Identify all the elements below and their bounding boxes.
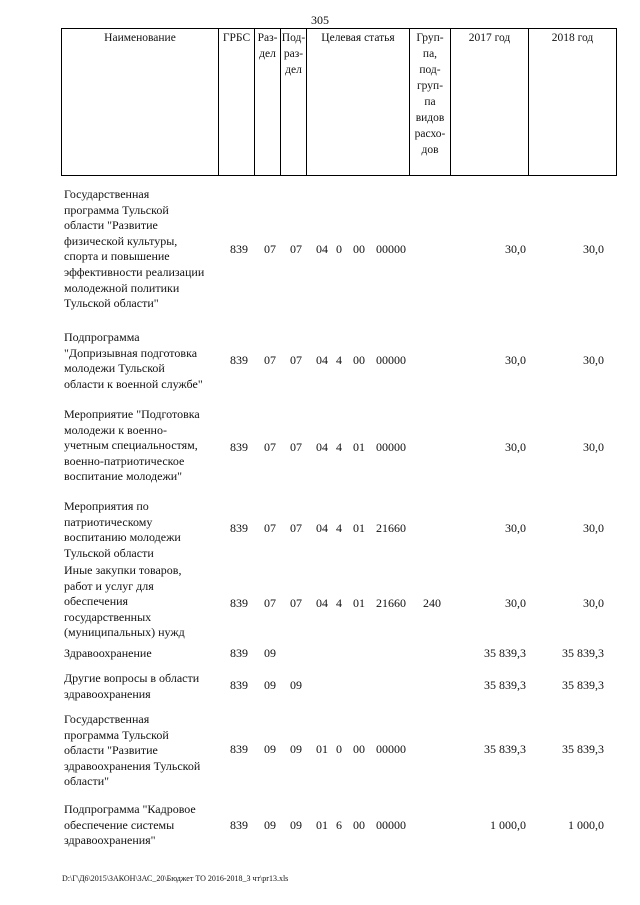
row-target-event: 00 — [353, 818, 365, 832]
row-2018: 30,0 — [583, 242, 604, 256]
row-target-event: 00 — [353, 242, 365, 256]
row-name: Мероприятие "Подготовка молодежи к военно- учетным специальностям, военно-патриотическое воспитание молодежи" — [64, 407, 200, 484]
row-2017: 1 000,0 — [490, 818, 526, 832]
row-name: Государственная программа Тульской области "Развитие здравоохранения Тульской области" — [64, 712, 201, 789]
row-grbs: 839 — [230, 818, 248, 832]
row-grbs: 839 — [230, 521, 248, 535]
row-podrazdel: 09 — [290, 742, 302, 756]
row-target-subprogram: 0 — [336, 242, 342, 256]
row-2017: 35 839,3 — [484, 742, 526, 756]
row-grbs: 839 — [230, 242, 248, 256]
row-target-subprogram: 0 — [336, 742, 342, 756]
table-header — [61, 28, 617, 176]
row-target-program: 01 — [316, 742, 328, 756]
row-2017: 35 839,3 — [484, 678, 526, 692]
row-target-subprogram: 4 — [336, 353, 342, 367]
row-target-program: 04 — [316, 440, 328, 454]
row-target-subprogram: 6 — [336, 818, 342, 832]
row-podrazdel: 07 — [290, 353, 302, 367]
row-2018: 30,0 — [583, 596, 604, 610]
row-razdel: 09 — [264, 742, 276, 756]
row-2017: 35 839,3 — [484, 646, 526, 660]
row-2018: 30,0 — [583, 353, 604, 367]
header-2018: 2018 год — [551, 32, 594, 44]
row-grbs: 839 — [230, 596, 248, 610]
row-2018: 30,0 — [583, 521, 604, 535]
row-target-direction: 21660 — [376, 521, 406, 535]
row-target-direction: 00000 — [376, 818, 406, 832]
row-2018: 35 839,3 — [562, 678, 604, 692]
header-podrazdel: Под- раз- дел — [281, 29, 307, 175]
row-target-subprogram: 4 — [336, 521, 342, 535]
row-grbs: 839 — [230, 646, 248, 660]
row-podrazdel: 09 — [290, 818, 302, 832]
row-podrazdel: 07 — [290, 596, 302, 610]
row-target-direction: 00000 — [376, 440, 406, 454]
row-name: Подпрограмма "Кадровое обеспечение системы здравоохранения" — [64, 802, 196, 848]
row-grbs: 839 — [230, 440, 248, 454]
header-target: Целевая статья — [307, 29, 410, 175]
row-target-program: 04 — [316, 242, 328, 256]
row-podrazdel: 07 — [290, 440, 302, 454]
row-vid: 240 — [423, 596, 441, 610]
row-podrazdel: 09 — [290, 678, 302, 692]
header-2017: 2017 год — [451, 29, 529, 175]
row-grbs: 839 — [230, 678, 248, 692]
row-2017: 30,0 — [505, 596, 526, 610]
row-razdel: 07 — [264, 521, 276, 535]
row-2017: 30,0 — [505, 521, 526, 535]
row-podrazdel: 07 — [290, 242, 302, 256]
row-target-program: 04 — [316, 521, 328, 535]
row-grbs: 839 — [230, 742, 248, 756]
row-podrazdel: 07 — [290, 521, 302, 535]
row-razdel: 09 — [264, 818, 276, 832]
row-target-subprogram: 4 — [336, 596, 342, 610]
row-target-program: 04 — [316, 596, 328, 610]
row-2018: 30,0 — [583, 440, 604, 454]
file-path-footer: D:\Г\Д6\2015\ЗАКОН\ЗАС_20\Бюджет ТО 2016-2018_3 чт\pr13.xls — [62, 874, 289, 883]
row-target-program: 01 — [316, 818, 328, 832]
row-name: Другие вопросы в области здравоохранения — [64, 671, 200, 701]
row-target-event: 01 — [353, 596, 365, 610]
row-target-direction: 00000 — [376, 353, 406, 367]
header-razdel: Раз- дел — [255, 29, 281, 175]
header-name: Наименование — [62, 29, 219, 175]
row-razdel: 09 — [264, 646, 276, 660]
row-name: Подпрограмма "Допризывная подготовка молодежи Тульской области к военной службе" — [64, 330, 203, 391]
header-grbs: ГРБС — [219, 29, 255, 175]
page-number: 305 — [311, 13, 329, 27]
row-2017: 30,0 — [505, 353, 526, 367]
row-razdel: 07 — [264, 440, 276, 454]
row-target-event: 00 — [353, 742, 365, 756]
row-2018: 1 000,0 — [568, 818, 604, 832]
row-razdel: 07 — [264, 596, 276, 610]
row-target-direction: 21660 — [376, 596, 406, 610]
row-target-event: 01 — [353, 521, 365, 535]
row-target-event: 00 — [353, 353, 365, 367]
row-target-program: 04 — [316, 353, 328, 367]
header-vid: Груп- па, под- груп- па видов расхо- дов — [410, 29, 451, 175]
row-name: Государственная программа Тульской области "Развитие физической культуры, спорта и повышение эффективности реализации молодежной политики Тульской области" — [64, 187, 205, 311]
row-target-direction: 00000 — [376, 742, 406, 756]
row-name: Здравоохранение — [64, 646, 152, 660]
row-grbs: 839 — [230, 353, 248, 367]
row-razdel: 07 — [264, 242, 276, 256]
row-razdel: 09 — [264, 678, 276, 692]
row-2018: 35 839,3 — [562, 742, 604, 756]
row-2017: 30,0 — [505, 242, 526, 256]
row-2017: 30,0 — [505, 440, 526, 454]
row-target-subprogram: 4 — [336, 440, 342, 454]
row-name: Иные закупки товаров, работ и услуг для обеспечения государственных (муниципальных) нужд — [64, 563, 185, 640]
row-target-event: 01 — [353, 440, 365, 454]
row-target-direction: 00000 — [376, 242, 406, 256]
row-name: Мероприятия по патриотическому воспитанию молодежи Тульской области — [64, 499, 181, 560]
row-2018: 35 839,3 — [562, 646, 604, 660]
row-razdel: 07 — [264, 353, 276, 367]
